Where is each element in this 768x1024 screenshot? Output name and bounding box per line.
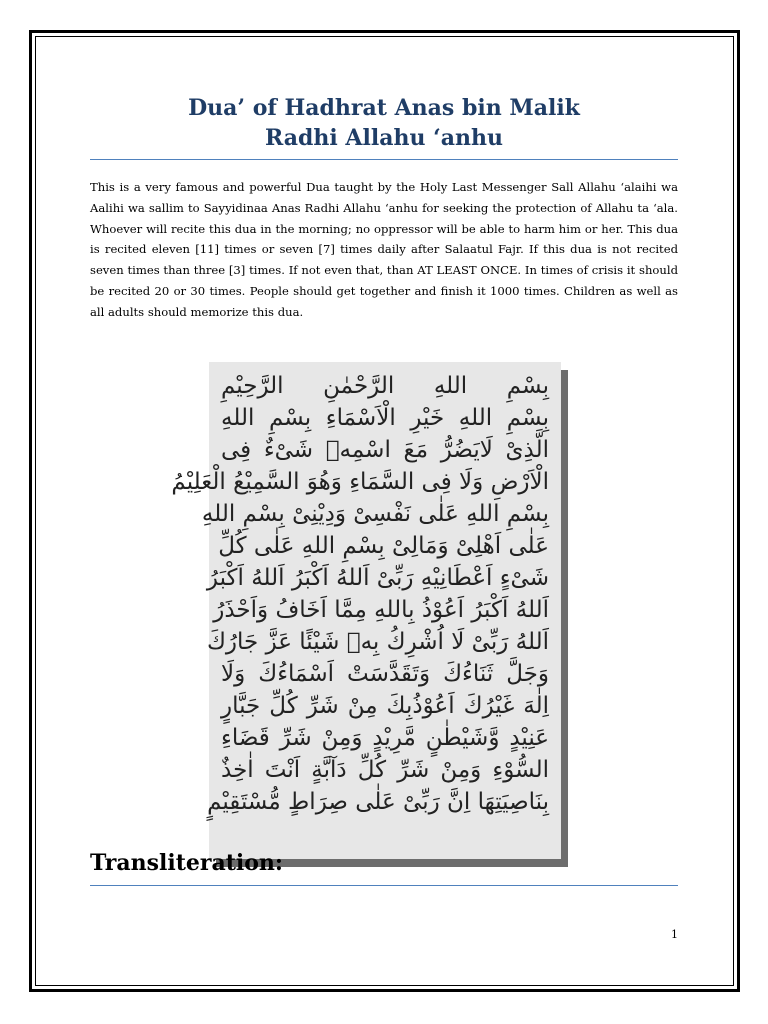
transliteration-heading: Transliteration: [90, 850, 284, 876]
dua-line: بِسْمِ اللهِ خَيْرِ الْاَسْمَاءِ بِسْمِ اللهِ [221, 405, 549, 431]
title-line-1: Dua’ of Hadhrat Anas bin Malik [188, 95, 580, 121]
heading-underline [90, 885, 678, 886]
intro-paragraph: This is a very famous and powerful Dua taught by the Holy Last Messenger Sall Allahu ‘alaihi wa Aalihi wa sallim to Sayyidinaa Anas Radhi Allahu ‘anhu for seeking the protection of Allahu ta ‘ala. Whoever will recite this dua in the morning; no oppressor will be able to harm him or her. This dua is recited eleven [11] times or seven [7] times daily after Salaatul Fajr. If this dua is not recited seven times than three [3] times. If not even that, than AT LEAST ONCE. In times of crisis it should be recited 20 or 30 times. People should get together and finish it 1000 times. Children as well as all adults should memorize this dua. [90, 180, 678, 319]
dua-line: عَلٰى اَهْلِىْ وَمَالِىْ بِسْمِ اللهِ عَلٰى كُلِّ [218, 533, 549, 559]
page-number: 1 [671, 928, 678, 941]
dua-line: اَللهُ رَبِّىْ لَا اُشْرِكُ بِهٖ شَيْئًا عَزَّ جَارُكَ [206, 629, 549, 655]
dua-line: اَللهُ اَكْبَرُ اَعُوْذُ بِاللهِ مِمَّا اَخَافُ وَاَحْذَرُ [213, 597, 549, 623]
dua-line: عَنِيْدٍ وَّشَيْطٰنٍ مَّرِيْدٍ وَمِنْ شَرِّ قَضَاءِ [221, 725, 549, 751]
dua-line: بِسْمِ اللهِ عَلٰى نَفْسِىْ وَدِيْنِىْ بِسْمِ اللهِ [201, 501, 549, 527]
dua-line: بِسْمِ اللهِ الرَّحْمٰنِ الرَّحِيْمِ [221, 373, 549, 399]
dua-line: السُّوْءِ وَمِنْ شَرِّ كُلِّ دَآبَّةٍ اَنْتَ اٰخِذٌ [221, 757, 549, 783]
dua-arabic-image [171, 362, 561, 859]
dua-line: شَىْءٍ اَعْطَانِيْهِ رَبِّىْ اَللهُ اَكْبَرُ اَللهُ اَكْبَرُ [206, 565, 549, 591]
dua-line: الْاَرْضِ وَلَا فِى السَّمَاءِ وَهُوَ السَّمِيْعُ الْعَلِيْمُ [171, 469, 549, 495]
dua-line: اِلٰهَ غَيْرُكَ اَعُوْذُبِكَ مِنْ شَرِّ كُلِّ جَبَّارٍ [221, 693, 549, 719]
dua-line: الَّذِىْ لَايَضُرُّ مَعَ اسْمِهٖ شَىْءٌ فِى [221, 437, 549, 463]
dua-line: وَجَلَّ ثَنَاءُكَ وَتَقَدَّسَتْ اَسْمَاءُكَ وَلَا [221, 661, 549, 687]
dua-line: بِنَاصِيَتِهَا اِنَّ رَبِّىْ عَلٰى صِرَاطٍ مُّسْتَقِيْمٍ [207, 789, 549, 815]
title-underline [90, 159, 678, 160]
title-line-2: Radhi Allahu ‘anhu [264, 125, 504, 151]
